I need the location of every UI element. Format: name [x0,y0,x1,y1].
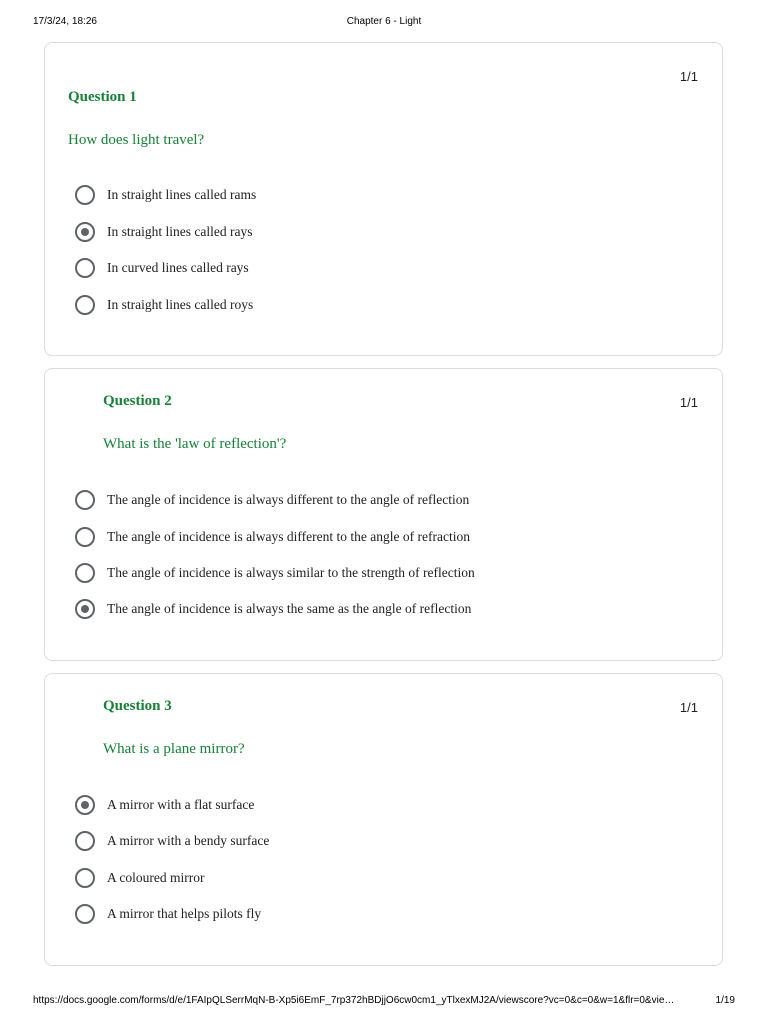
answer-option[interactable] [75,794,254,816]
radio-button[interactable] [75,868,95,888]
print-header [0,16,768,30]
answer-option[interactable] [75,257,249,279]
answer-option[interactable] [75,830,269,852]
radio-button[interactable] [75,258,95,278]
answer-option[interactable] [75,294,253,316]
option-label: In curved lines called rays [107,260,249,275]
question-title: Question 2 [103,393,172,409]
option-label: The angle of incidence is always different to the angle of refraction [107,529,470,544]
question-text: What is the 'law of reflection'? [103,436,287,452]
question-card-1 [44,42,723,356]
question-title: Question 1 [68,89,137,105]
print-datetime: 17/3/24, 18:26 [33,16,97,27]
print-title: Chapter 6 - Light [346,16,422,27]
radio-button[interactable] [75,831,95,851]
radio-button[interactable] [75,904,95,924]
option-label: In straight lines called rays [107,224,253,239]
radio-button-selected[interactable] [75,222,95,242]
question-score: 1/1 [679,700,698,715]
answer-option[interactable] [75,562,475,584]
question-text: How does light travel? [68,132,205,148]
radio-button[interactable] [75,295,95,315]
answer-option[interactable] [75,903,261,925]
option-label: The angle of incidence is always different to the angle of reflection [107,492,470,507]
radio-button[interactable] [75,185,95,205]
print-url: https://docs.google.com/forms/d/e/1FAIpQLSerrMqN-B-Xp5i6EmF_7rp372hBDjjO6cw0cm1_yTlxexMJ2A/viewscore?vc=0&c=0&w=1&flr=0&vie… [33,995,675,1006]
radio-button[interactable] [75,490,95,510]
answer-option[interactable] [75,867,204,889]
radio-button[interactable] [75,563,95,583]
question-title: Question 3 [103,698,172,714]
option-label: A mirror with a flat surface [107,797,255,812]
question-score: 1/1 [679,395,698,410]
option-label: The angle of incidence is always similar to the strength of reflection [107,565,475,580]
option-label: A mirror with a bendy surface [107,833,270,848]
question-score: 1/1 [679,69,698,84]
option-label: In straight lines called rams [107,187,257,202]
option-label: A mirror that helps pilots fly [107,906,262,921]
radio-button-selected[interactable] [75,795,95,815]
radio-button[interactable] [75,527,95,547]
answer-option[interactable] [75,489,469,511]
answer-option[interactable] [75,598,471,620]
option-label: The angle of incidence is always the same as the angle of reflection [107,601,472,616]
answer-option[interactable] [75,526,470,548]
question-text: What is a plane mirror? [103,741,245,757]
question-card-2 [44,368,723,661]
radio-button-selected[interactable] [75,599,95,619]
option-label: In straight lines called roys [107,297,254,312]
print-page-number: 1/19 [715,995,735,1006]
question-card-3 [44,673,723,966]
option-label: A coloured mirror [107,870,205,885]
answer-option[interactable] [75,184,256,206]
print-footer [0,995,768,1009]
answer-option[interactable] [75,221,252,243]
